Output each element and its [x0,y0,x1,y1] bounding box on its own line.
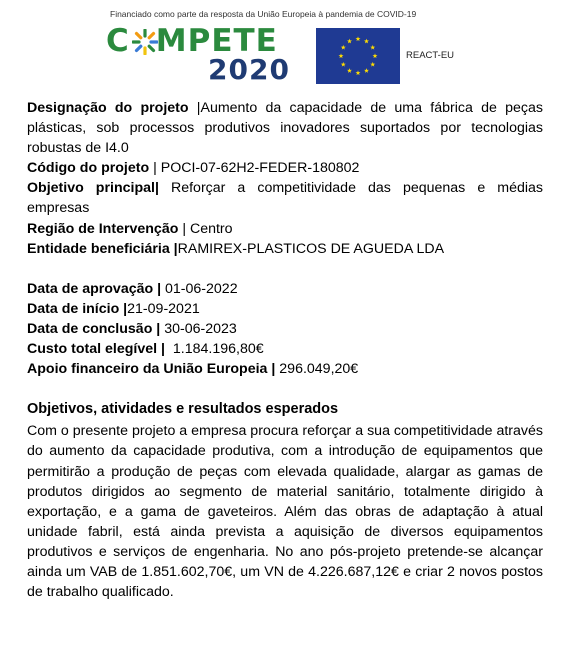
code-row [27,158,543,178]
code-label: Código do projeto [27,160,150,177]
beneficiary-label: Entidade beneficiária | [27,240,178,257]
react-eu-label: REACT-EU [406,50,455,61]
beneficiary-value: RAMIREX-PLASTICOS DE AGUEDA LDA [177,240,445,257]
start-date-label: Data de início | [27,300,128,317]
compete-o-star-icon [132,29,158,55]
compete-year: 2020 [208,53,290,86]
region-row [27,219,543,239]
end-date-row [27,319,543,339]
approval-date-label: Data de aprovação | [27,280,162,297]
approval-date-value: 01-06-2022 [161,280,238,297]
designation-row [27,98,543,158]
eu-support-row [27,359,543,379]
total-cost-row [27,339,543,359]
total-cost-value: 1.184.196,80€ [165,341,264,358]
start-date-row [27,299,543,319]
compete-2020-logo: C MPETE 2020 [106,23,290,86]
approval-date-row [27,279,543,299]
region-value: | Centro [178,220,233,237]
objectives-body: Com o presente projeto a empresa procura reforçar a sua competitividade através do aumento da capacidade produtiva, com a introdução de equipamentos que permitirão a produção de peças com elevada qualidade, alargar as gamas de produtos dirigidos ao segmento de material sanitário, totalmente dirigido à exportação, e a gama de gaveteiros. Além das obras de adaptação à atual unidade fabril, está ainda prevista a aquisição de diversos equipamentos produtivos e serviços de engenharia. No ano pós-projeto pretende-se alcançar ainda um VAB de 1.851.602,70€, um VN de 4.226.687,12€ e criar 2 novos postos de trabalho qualificado. [27,423,543,601]
objectives-title: Objetivos, atividades e resultados esperados [27,401,339,418]
beneficiary-row [27,239,543,259]
total-cost-label: Custo total elegível | [27,341,165,358]
start-date-value: 21-09-2021 [127,300,200,317]
code-value: | POCI-07-62H2-FEDER-180802 [149,160,360,177]
eu-support-label: Apoio financeiro da União Europeia | [27,361,276,378]
project-sheet [27,98,543,602]
objective-label: Objetivo principal| [27,180,159,197]
objective-value: Reforçar a competitividade das pequenas e médias empresas [27,180,544,217]
eu-flag-icon [316,28,400,84]
end-date-label: Data de conclusão | [27,320,161,337]
designation-label: Designação do projeto [27,100,189,116]
eu-support-value: 296.049,20€ [275,361,359,378]
designation-value: |Aumento da capacidade de uma fábrica de peças plásticas, sob processos produtivos inovadores suportados por tecnologias robustas de I4.0 [27,100,543,157]
objective-row [27,178,543,218]
funding-caption: Financiado como parte da resposta da União Europeia à pandemia de COVID-19 [110,9,417,19]
end-date-value: 30-06-2023 [160,320,237,337]
region-label: Região de Intervenção [27,220,179,237]
